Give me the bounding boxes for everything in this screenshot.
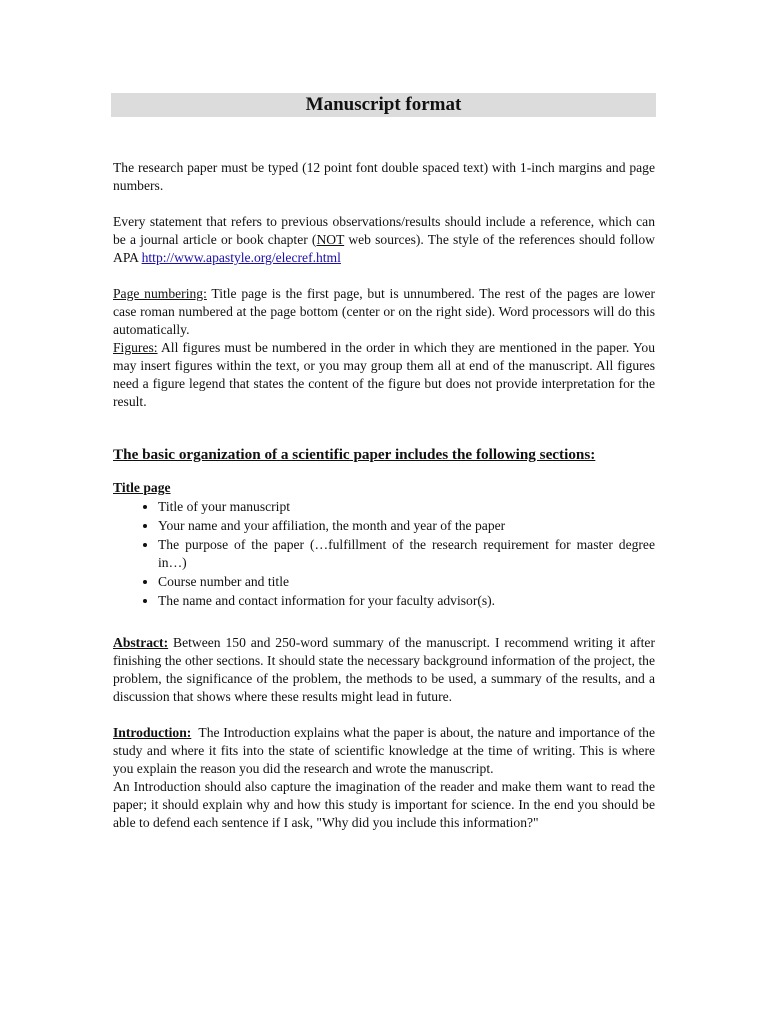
apa-style-link[interactable]: http://www.apastyle.org/elecref.html [141, 250, 341, 265]
introduction-label: Introduction: [113, 725, 192, 740]
paragraph-figures [113, 339, 655, 411]
paragraph-typing: The research paper must be typed (12 point font double spaced text) with 1-inch margins and page numbers. [113, 160, 655, 193]
page-title: Manuscript format [111, 93, 656, 117]
document-body [113, 159, 659, 832]
title-page-heading: Title page [113, 480, 171, 495]
list-item: • The name and contact information for your faculty advisor(s). [158, 592, 655, 610]
list-item: • Your name and your affiliation, the month and year of the paper [158, 517, 655, 535]
page-numbering-label: Page numbering: [113, 286, 207, 301]
paragraph-abstract [113, 634, 655, 706]
figures-text: All figures must be numbered in the order in which they are mentioned in the paper. You may insert figures within the text, or you may group them all at end of the manuscript. All figures need a figure legend that states the content of the figure but does not provide interpretation for the result. [113, 340, 655, 409]
paragraph-references [113, 213, 655, 267]
figures-label: Figures: [113, 340, 158, 355]
references-text-2: web sources). The style of the references should follow APA [113, 232, 655, 265]
references-text-1: Every statement that refers to previous observations/results should include a reference, which can be a journal article or book chapter ( [113, 214, 655, 247]
page-numbering-text: Title page is the first page, but is unnumbered. The rest of the pages are lower case roman numbered at the page bottom (center or on the right side). Word processors will do this automatically. [113, 286, 655, 337]
list-item: • Course number and title [158, 573, 655, 591]
paragraph-page-numbering [113, 285, 655, 339]
section-heading: The basic organization of a scientific paper includes the following sections: [113, 446, 596, 463]
not-emphasis: NOT [316, 232, 345, 247]
list-item: • Title of your manuscript [158, 498, 655, 516]
list-item: • The purpose of the paper (…fulfillment of the research requirement for master degree in…) [158, 536, 655, 572]
paragraph-introduction-2: An Introduction should also capture the imagination of the reader and make them want to read the paper; it should explain why and how this study is important for science. In the end you should be able to defend each sentence if I ask, "Why did you include this information?" [113, 779, 655, 830]
paragraph-introduction [113, 724, 659, 778]
abstract-label: Abstract: [113, 635, 169, 650]
introduction-text: The Introduction explains what the paper is about, the nature and importance of the study and where it fits into the state of scientific knowledge at the time of writing. This is where you explain the reason you did the research and wrote the manuscript. [113, 725, 659, 776]
title-page-list [113, 498, 655, 610]
abstract-text: Between 150 and 250-word summary of the manuscript. I recommend writing it after finishing the other sections. It should state the necessary background information of the project, the problem, the significance of the problem, the methods to be used, a summary of the results, and a discussion that shows where these results might lead in future. [113, 635, 655, 704]
